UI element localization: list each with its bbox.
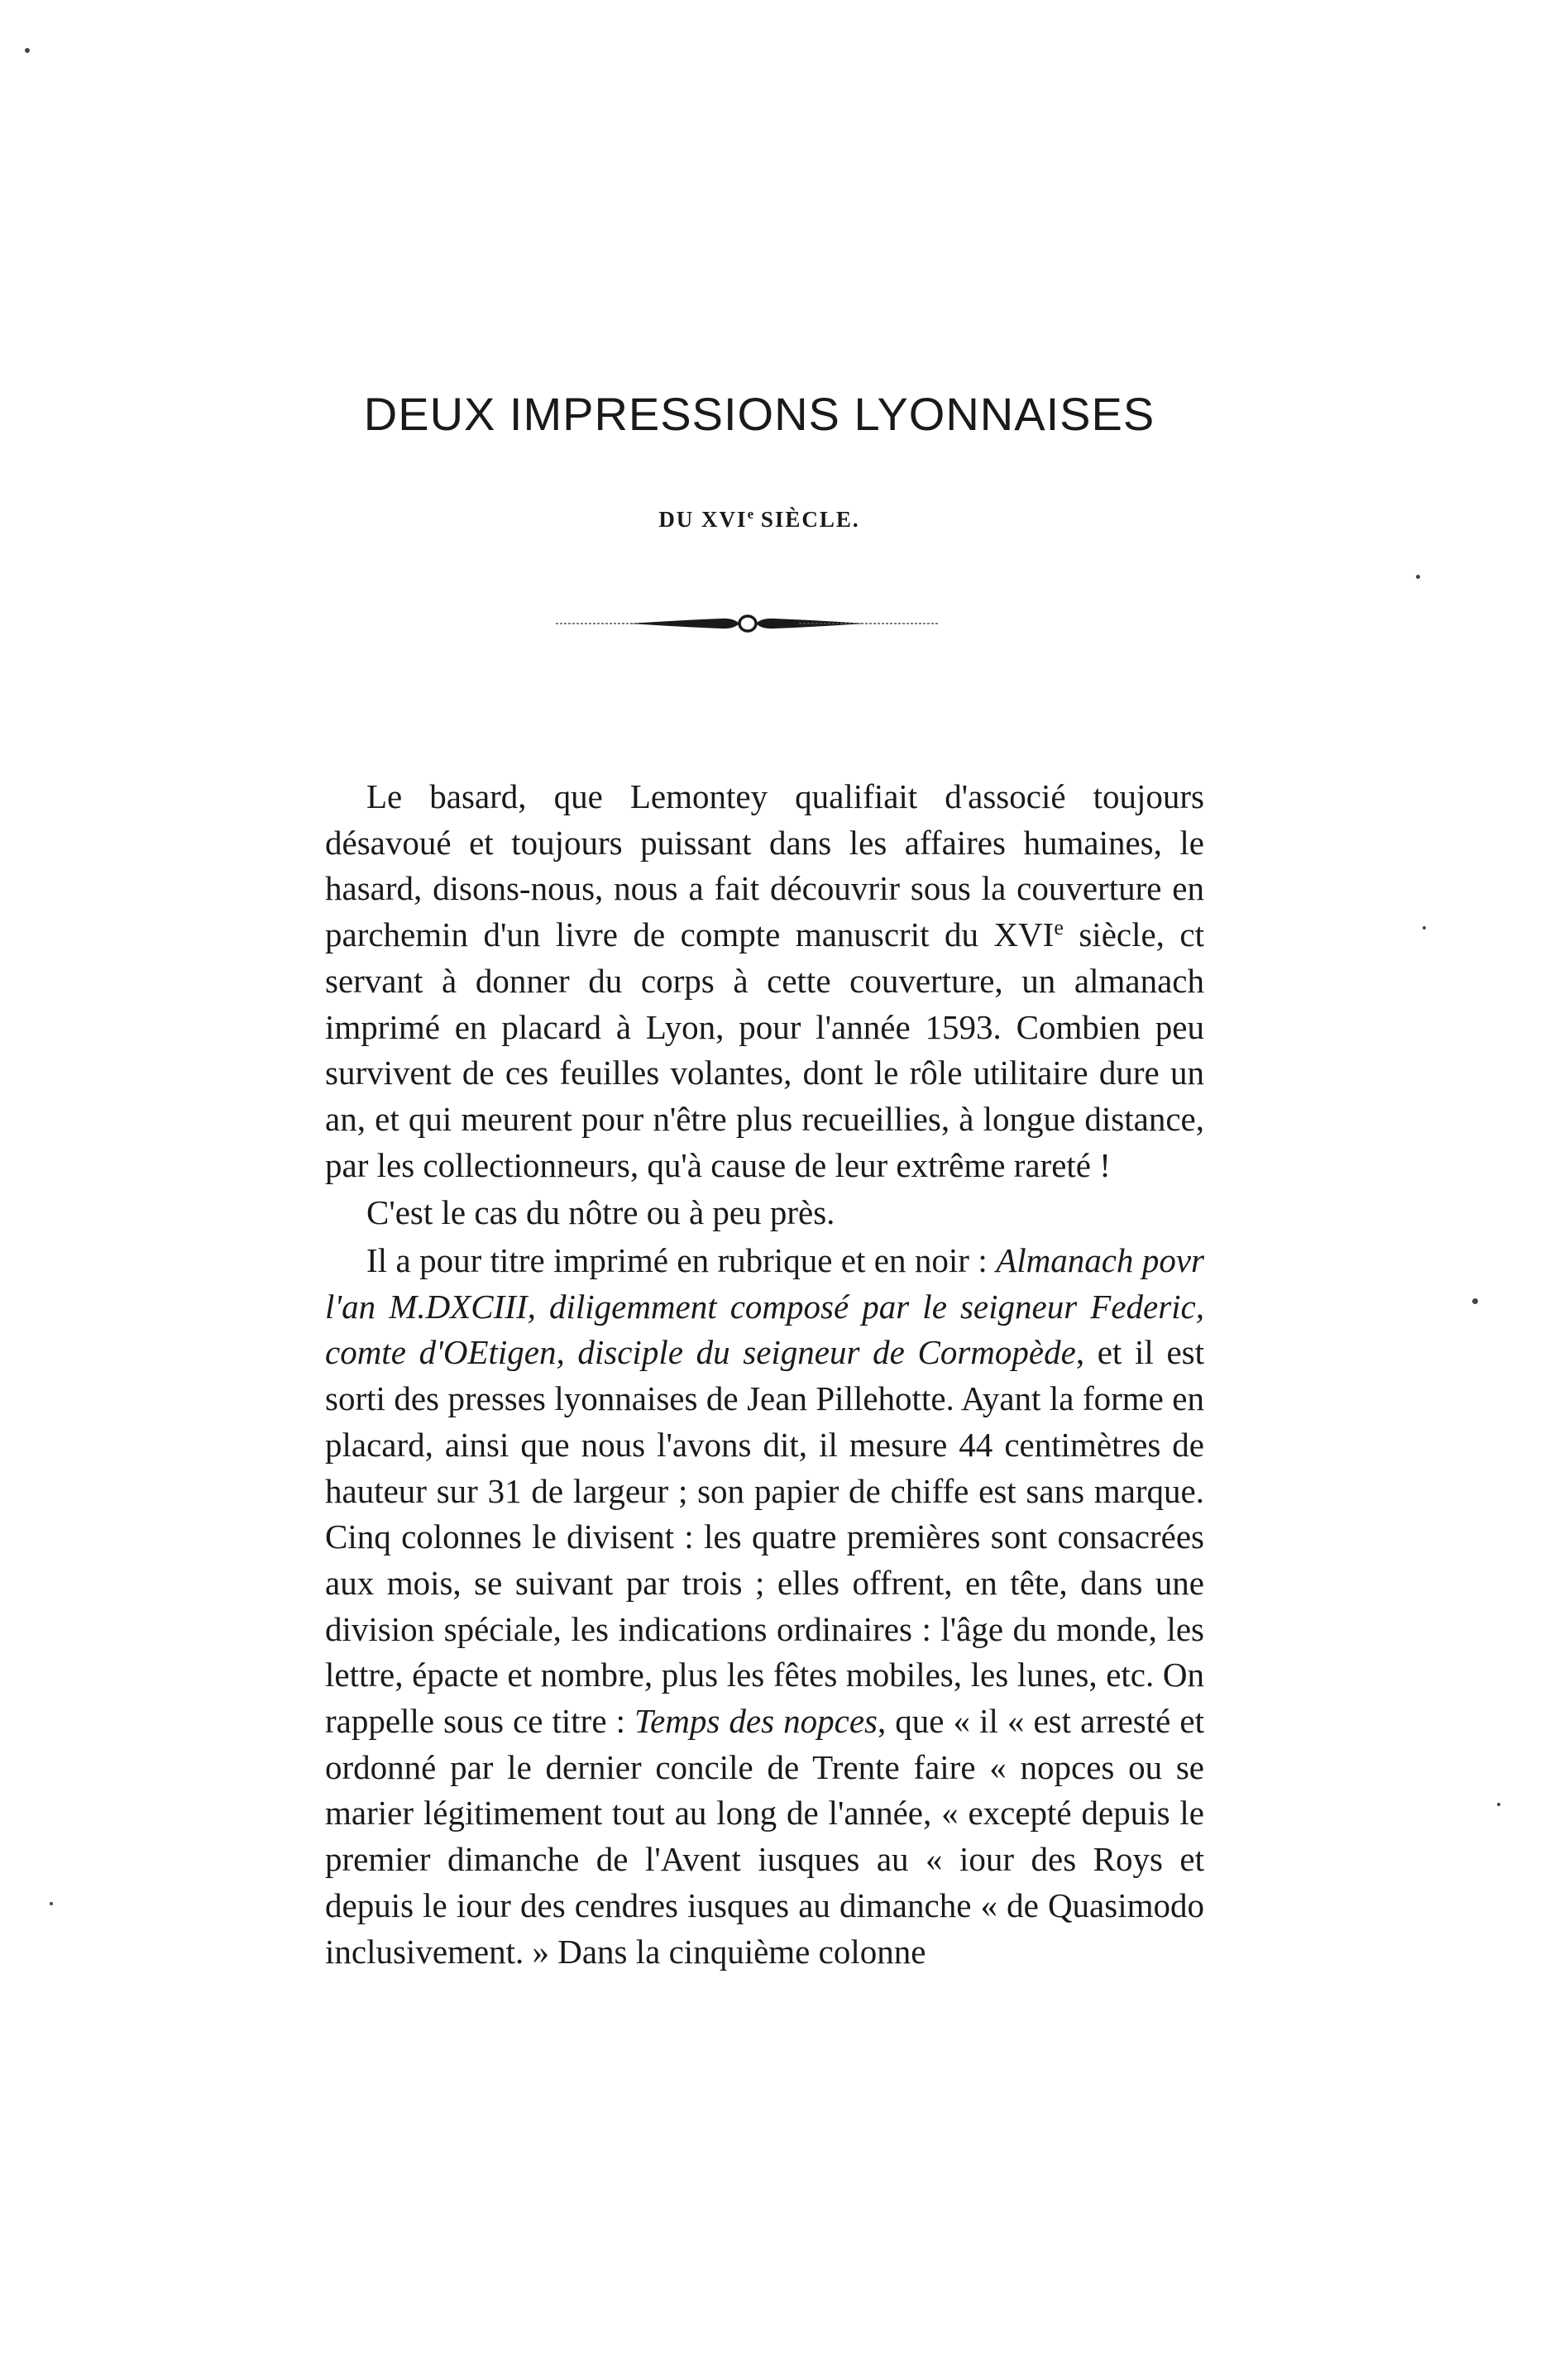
- paragraph-text: , et il est sorti des presses lyonnaises de Jean Pillehotte. Ayant la forme en placard, ainsi que nous l'avons dit, il mesure 44 centimètres de hauteur sur 31 de largeur ; son papier de chiffe est sans marque. Cinq colonnes le divisent : les quatre premières sont consacrées aux mois, se suivant par trois ; elles offrent, en tête, dans une division spéciale, les indications ordinaires : l'âge du monde, les lettre, épacte et nombre, plus les fêtes mobiles, les lunes, etc. On rappelle sous ce titre :: [325, 1333, 1204, 1741]
- paragraph: [325, 1238, 1204, 1975]
- paragraph-text: Il a pour titre imprimé en rubrique et en noir :: [366, 1241, 997, 1280]
- italic-text: Almanach povr l'an M.DXCIII, diligemment composé par le seigneur Federic, comte d'OEtigen, disciple du seigneur de Cormopède: [325, 1241, 1204, 1372]
- superscript-text: e: [1054, 915, 1064, 940]
- ornamental-divider: [556, 612, 940, 635]
- italic-text: Temps des nopces: [634, 1702, 878, 1741]
- paragraph-text: Le basard, que Lemontey qualifiait d'associé toujours désavoué et toujours puissant dans les affaires humaines, le hasard, disons-nous, nous a fait découvrir sous la couverture en parchemin d'un livre de compte manuscrit du XVI: [325, 777, 1204, 954]
- paragraph-text: C'est le cas du nôtre ou à peu près.: [366, 1193, 835, 1232]
- page-subtitle: [0, 506, 1519, 533]
- subtitle-superscript: e: [747, 506, 754, 522]
- paragraph: [325, 1190, 1204, 1236]
- subtitle-prefix: DU XVI: [658, 507, 748, 532]
- body-text: [325, 774, 1204, 1975]
- subtitle-suffix: SIÈCLE.: [753, 507, 860, 532]
- paragraph-text: siècle, ct servant à donner du corps à cette couverture, un almanach imprimé en placard à Lyon, pour l'année 1593. Combien peu survivent de ces feuilles volantes, dont le rôle utilitaire dure un an, et qui meurent pour n'être plus recueillies, à longue distance, par les collectionneurs, qu'à cause de leur extrême rareté !: [325, 915, 1204, 1184]
- paragraph-text: , que « il « est arresté et ordonné par le dernier concile de Trente faire « nopces ou se marier légitimement tout au long de l'année, « excepté depuis le premier dimanche de l'Avent iusques au « iour des Roys et depuis le iour des cendres iusques au dimanche « de Quasimodo inclusivement. » Dans la cinquième colonne: [325, 1702, 1204, 1971]
- paragraph: [325, 774, 1204, 1188]
- page-title: DEUX IMPRESSIONS LYONNAISES: [363, 388, 1155, 440]
